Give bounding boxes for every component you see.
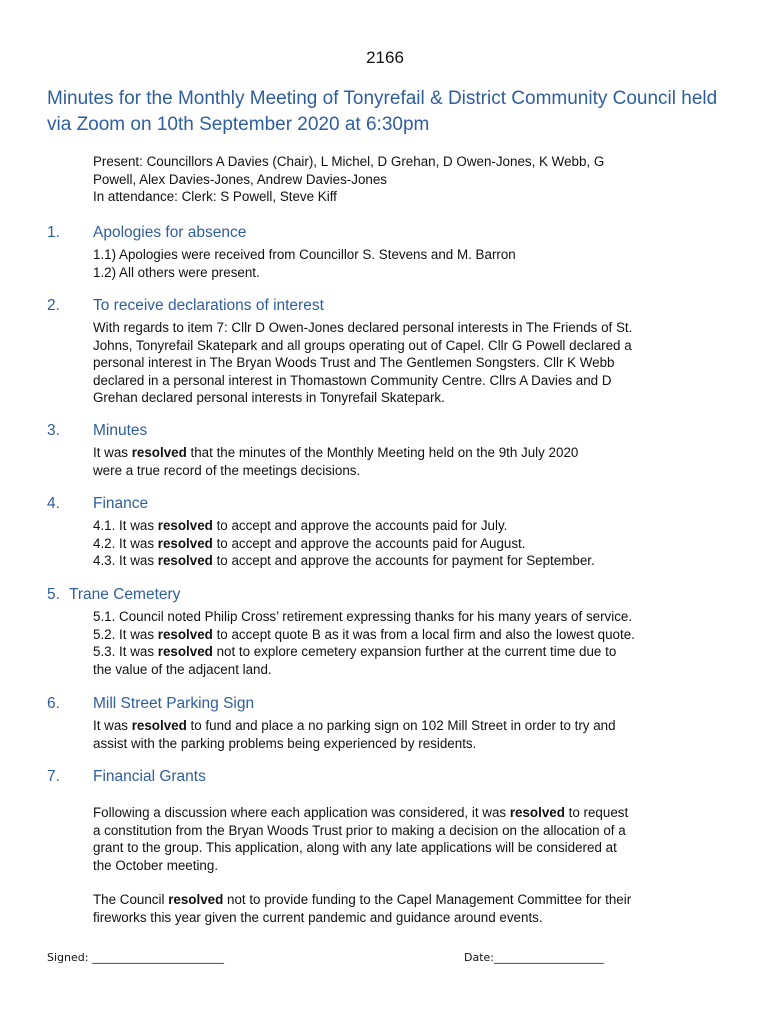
finance-item: 4.3. It was resolved to accept and approve the accounts for payment for September. [93, 553, 595, 568]
section-line: declared in a personal interest in Thomastown Community Centre. Cllrs A Davies and D [93, 372, 612, 388]
grants-paragraph-line: The Council resolved not to provide funding to the Capel Management Committee for their [93, 892, 632, 907]
section-cemetery [47, 586, 737, 678]
section-number: 5. [47, 586, 60, 603]
section-line: 1.1) Apologies were received from Councillor S. Stevens and M. Barron [93, 247, 516, 262]
date-line: Date:____________________ [464, 951, 604, 964]
section-minutes [47, 422, 737, 479]
signature-line: Signed: ________________________ [47, 951, 224, 964]
section-number: 1. [47, 224, 60, 241]
section-title: Minutes [93, 422, 148, 439]
finance-item: 4.1. It was resolved to accept and approve the accounts paid for July. [93, 518, 508, 533]
resolved-keyword: resolved [157, 535, 213, 551]
section-declarations [47, 297, 737, 407]
present-line: Powell, Alex Davies-Jones, Andrew Davies-Jones [93, 171, 387, 187]
grants-paragraph-line: Following a discussion where each application was considered, it was resolved to request [93, 805, 629, 820]
resolved-keyword: resolved [168, 892, 224, 907]
cemetery-item: 5.1. Council noted Philip Cross’ retirement expressing thanks for his many years of service. [93, 609, 633, 624]
cemetery-item-continued: the value of the adjacent land. [93, 661, 272, 677]
section-title: Apologies for absence [93, 224, 247, 241]
resolved-keyword: resolved [157, 626, 213, 642]
section-number: 7. [47, 768, 60, 785]
grants-paragraph-line: fireworks this year given the current pandemic and guidance around events. [93, 909, 543, 925]
section-number: 2. [47, 297, 60, 314]
resolved-keyword: resolved [157, 553, 213, 568]
attendance-line: In attendance: Clerk: S Powell, Steve Kiff [93, 189, 337, 204]
resolved-keyword: resolved [131, 445, 187, 460]
resolved-keyword: resolved [157, 518, 213, 533]
section-number: 6. [47, 695, 60, 712]
section-parking-sign [47, 695, 737, 752]
section-line: 1.2) All others were present. [93, 264, 260, 280]
section-finance [47, 495, 737, 570]
grants-paragraph-line: grant to the group. This application, along with any late applications will be considered at [93, 840, 617, 855]
section-line: It was resolved to fund and place a no parking sign on 102 Mill Street in order to try and [93, 718, 616, 733]
section-title: Trane Cemetery [69, 586, 181, 603]
section-number: 4. [47, 495, 60, 512]
section-line: Johns, Tonyrefail Skatepark and all groups operating out of Capel. Cllr G Powell declared a [93, 337, 632, 353]
section-title: Mill Street Parking Sign [93, 695, 255, 712]
cemetery-item: 5.3. It was resolved not to explore cemetery expansion further at the current time due to [93, 644, 617, 659]
section-title: Finance [93, 495, 149, 512]
resolved-keyword: resolved [509, 805, 565, 820]
section-line: It was resolved that the minutes of the Monthly Meeting held on the 9th July 2020 [93, 445, 579, 460]
present-line: Present: Councillors A Davies (Chair), L Michel, D Grehan, D Owen-Jones, K Webb, G [93, 154, 605, 169]
section-line: personal interest in The Bryan Woods Trust and The Gentlemen Songsters. Cllr K Webb [93, 355, 615, 370]
grants-paragraph-line: a constitution from the Bryan Woods Trust prior to making a decision on the allocation of a [93, 822, 626, 838]
attendance-block [93, 153, 713, 206]
cemetery-item: 5.2. It was resolved to accept quote B as it was from a local firm and also the lowest quote. [93, 626, 635, 642]
resolved-keyword: resolved [157, 644, 213, 659]
section-line: With regards to item 7: Cllr D Owen-Jones declared personal interests in The Friends of St. [93, 320, 633, 335]
section-title: Financial Grants [93, 768, 206, 785]
document-title: Minutes for the Monthly Meeting of Tonyrefail & District Community Council held via Zoom on 10th September 2020 at 6:30pm [47, 88, 718, 135]
grants-paragraph-line: the October meeting. [93, 857, 219, 873]
section-line: assist with the parking problems being experienced by residents. [93, 735, 477, 751]
section-apologies [47, 224, 737, 281]
finance-item: 4.2. It was resolved to accept and approve the accounts paid for August. [93, 535, 526, 551]
section-line: were a true record of the meetings decisions. [93, 462, 361, 478]
page-number: 2166 [366, 48, 404, 67]
section-financial-grants [47, 768, 737, 926]
section-number: 3. [47, 422, 60, 439]
resolved-keyword: resolved [131, 718, 187, 733]
section-line: Grehan declared personal interests in Tonyrefail Skatepark. [93, 390, 445, 405]
section-title: To receive declarations of interest [93, 297, 324, 314]
